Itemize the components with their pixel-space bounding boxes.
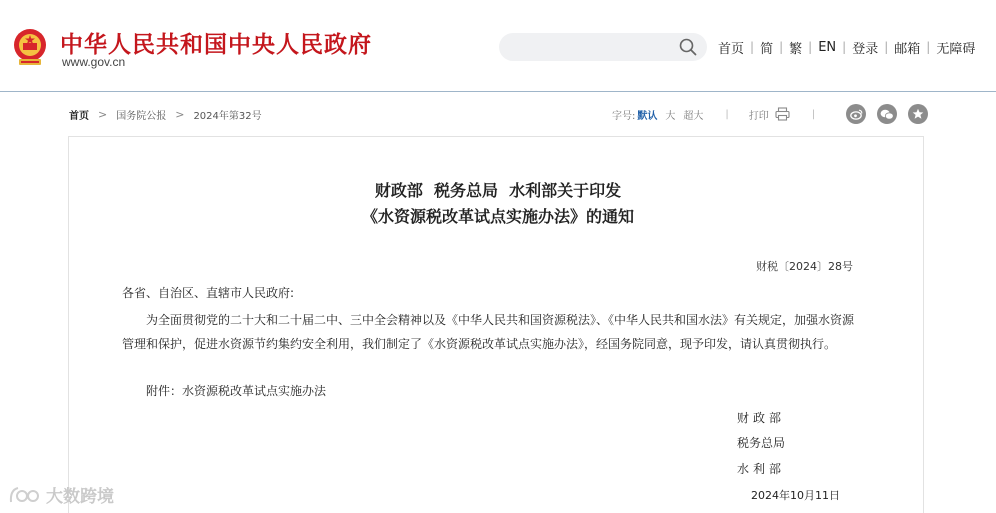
breadcrumb-issue[interactable]: 2024年第32号: [193, 110, 262, 122]
font-size-default[interactable]: 默认: [637, 110, 658, 122]
watermark-text: 大数跨境: [46, 487, 114, 507]
nav-separator: |: [750, 40, 755, 54]
signatory-mof: 财政部: [737, 411, 786, 425]
nav-separator: |: [842, 40, 847, 54]
tools-separator: |: [725, 108, 729, 120]
font-size-large[interactable]: 大: [665, 110, 676, 122]
font-size-xlarge[interactable]: 超大: [683, 110, 704, 122]
signatory-sta: 税务总局: [737, 436, 786, 450]
nav-accessibility[interactable]: 无障碍: [936, 41, 976, 57]
issue-date: 2024年10月11日: [751, 489, 840, 502]
article-title-line-1: 财政部 税务总局 水利部关于印发: [374, 181, 622, 200]
attachment-link[interactable]: 附件：水资源税改革试点实施办法: [146, 384, 327, 398]
printer-icon: [775, 107, 790, 121]
nav-separator: |: [779, 40, 784, 54]
breadcrumb-gazette[interactable]: 国务院公报: [116, 110, 167, 122]
document-number: 财税〔2024〕28号: [756, 260, 853, 273]
nav-mailbox[interactable]: 邮箱: [894, 41, 921, 57]
nav-english[interactable]: EN: [818, 39, 837, 55]
search-icon[interactable]: [678, 37, 698, 57]
article-tools: [612, 104, 835, 124]
site-header: [0, 0, 996, 92]
font-size-label: 字号:: [612, 110, 636, 122]
watermark-logo-icon: [8, 484, 42, 506]
nav-separator: |: [808, 40, 813, 54]
nav-home[interactable]: 首页: [718, 41, 745, 57]
search-input[interactable]: [499, 33, 707, 61]
tools-separator: |: [811, 108, 816, 120]
chevron-right-icon: >: [175, 107, 185, 121]
article-title: [0, 178, 996, 230]
top-nav: [718, 37, 975, 57]
nav-separator: |: [884, 40, 889, 54]
watermark: [8, 482, 114, 507]
nav-simplified[interactable]: 简: [760, 41, 774, 57]
wechat-icon[interactable]: [877, 104, 897, 124]
weibo-icon[interactable]: [846, 104, 866, 124]
signatory-mwr: 水利部: [737, 462, 786, 476]
chevron-right-icon: >: [98, 107, 108, 121]
nav-traditional[interactable]: 繁: [789, 41, 803, 57]
nav-separator: |: [926, 40, 931, 54]
print-label: 打印: [748, 110, 769, 122]
article-body: [122, 309, 862, 356]
article-paragraph: 为全面贯彻党的二十大和二十届二中、三中全会精神以及《中华人民共和国资源税法》、《中华人民共和国水法》有关规定，加强水资源管理和保护，促进水资源节约集约安全利用，我们制定了《水资源税改革试点实施办法》，经国务院同意，现予印发，请认真贯彻执行。: [122, 313, 855, 351]
print-button[interactable]: [749, 107, 790, 122]
favorite-icon[interactable]: [908, 104, 928, 124]
salutation: 各省、自治区、直辖市人民政府:: [122, 286, 295, 300]
breadcrumb-home[interactable]: 首页: [69, 110, 89, 122]
nav-login[interactable]: 登录: [852, 41, 879, 57]
site-title[interactable]: 中华人民共和国中央人民政府: [60, 32, 372, 58]
article-title-line-2: 《水资源税改革试点实施办法》的通知: [361, 207, 634, 226]
national-emblem-icon[interactable]: [10, 26, 50, 68]
breadcrumb: [69, 106, 262, 122]
share-bar: [846, 104, 928, 124]
site-domain[interactable]: www.gov.cn: [62, 55, 126, 69]
